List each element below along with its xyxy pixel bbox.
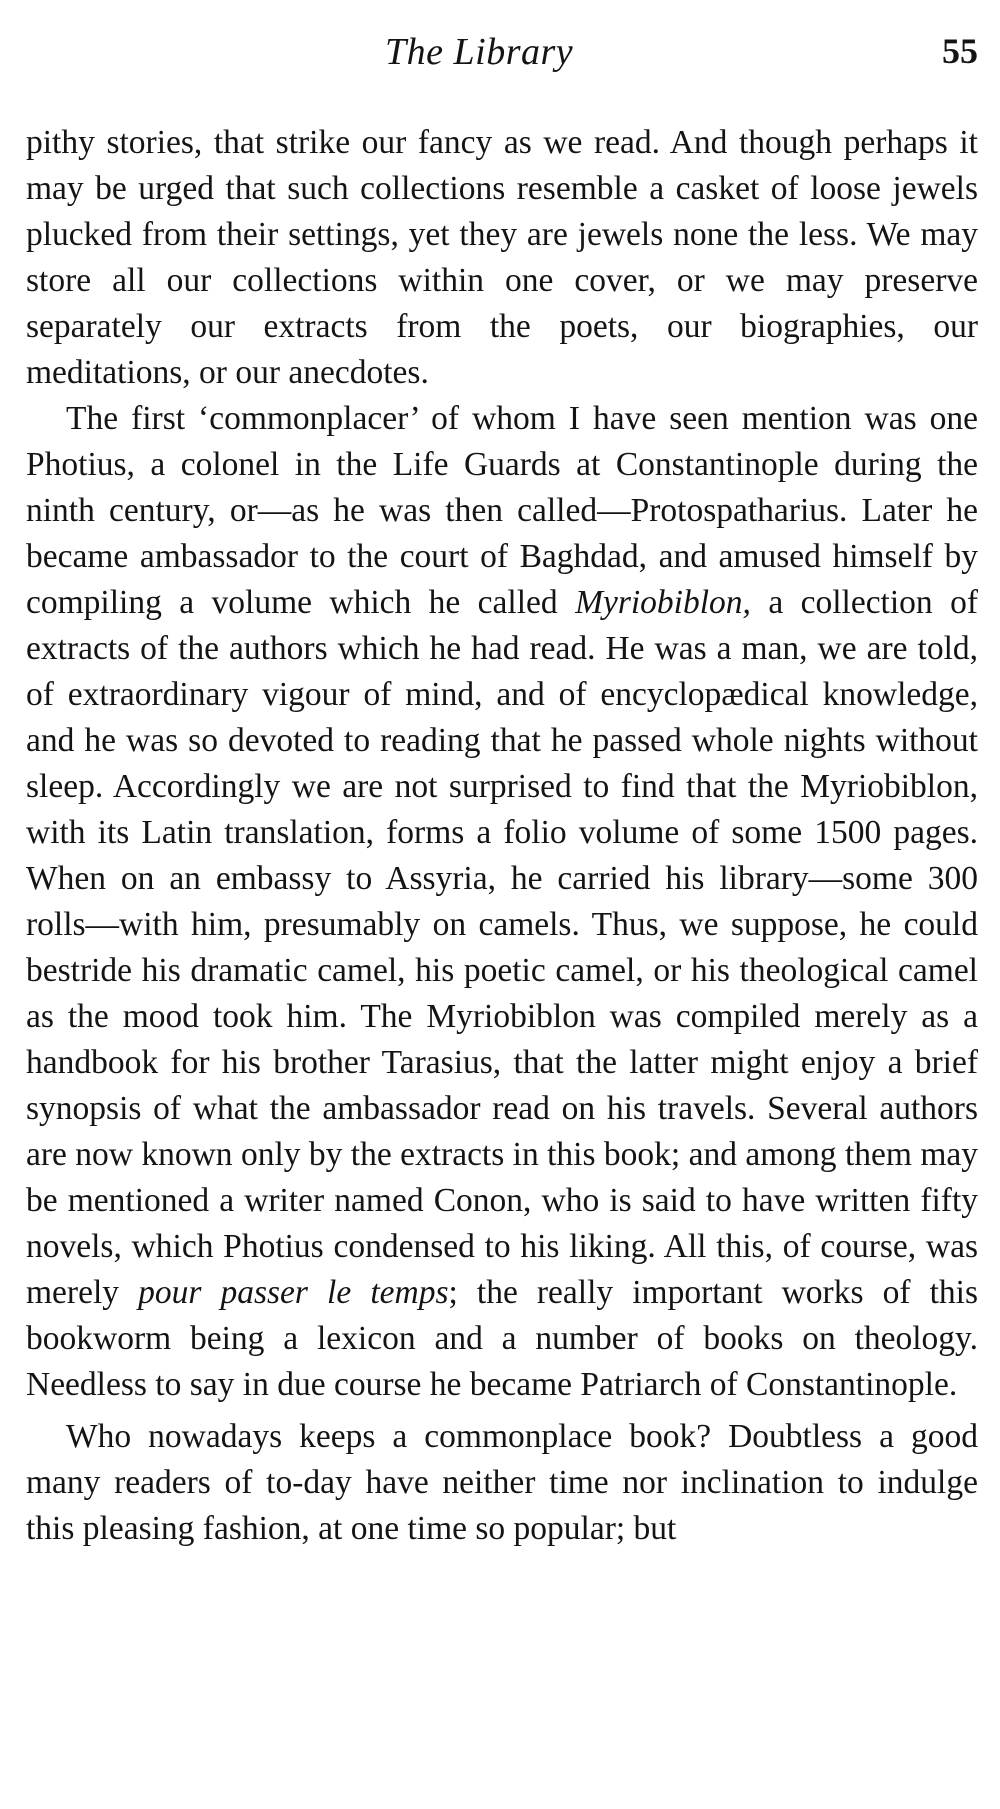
italic-title-myriobiblon: Myriobiblon, <box>575 584 751 621</box>
page-header <box>0 26 1000 86</box>
text-segment: The first ‘commonplacer’ of whom I have seen mention was one Photius, a colonel in the Life Guards at Constantinople during the ninth century, or—as he was then called—Protospatharius. Later he became ambassador to the court of Baghdad, and amused himself by compiling a volume which he called <box>26 400 978 621</box>
paragraph-continuation <box>26 120 978 396</box>
page-number: 55 <box>942 31 978 71</box>
running-title: The Library <box>385 31 574 73</box>
text-segment: a collection of extracts of the authors which he had read. He was a man, we are told, of extraordinary vigour of mind, and of encyclopædical knowledge, and he was so devoted to reading that he passed whole nights without sleep. Accordingly we are not surprised to find that the Myriobiblon, with its Latin translation, forms a folio volume of some 1500 pages. When on an embassy to Assyria, he carried his library—some 300 rolls—with him, presumably on camels. Thus, we suppose, he could bestride his dramatic camel, his poetic camel, or his theological camel as the mood took him. The Myriobiblon was compiled merely as a handbook for his brother Tarasius, that the latter might enjoy a brief synopsis of what the ambassador read on his travels. Several authors are now known only by the extracts in this book; and among them may be mentioned a writer named Conon, who is said to have written fifty novels, which Photius condensed to his liking. All this, of course, was merely <box>26 584 978 1311</box>
text-segment: pithy stories, that strike our fancy as we read. And though perhaps it may be urged that such collections resemble a casket of loose jewels plucked from their settings, yet they are jewels none the less. We may store all our collections within one cover, or we may preserve separately our extracts from the poets, our biographies, our meditations, or our anecdotes. <box>26 124 978 391</box>
paragraph-photius <box>26 396 978 1408</box>
italic-phrase-french: pour passer le temps <box>138 1274 449 1311</box>
text-segment: ; the really important works of this bookworm being a lexicon and a number of books on theology. Needless to say in due course he became Patriarch of Constantinople. <box>26 1274 978 1403</box>
paragraph-commonplace-book <box>26 1414 978 1552</box>
text-segment: Who nowadays keeps a commonplace book? Doubtless a good many readers of to-day have neither time nor inclination to indulge this pleasing fashion, at one time so popular; but <box>26 1418 978 1547</box>
body-text <box>26 120 978 1552</box>
